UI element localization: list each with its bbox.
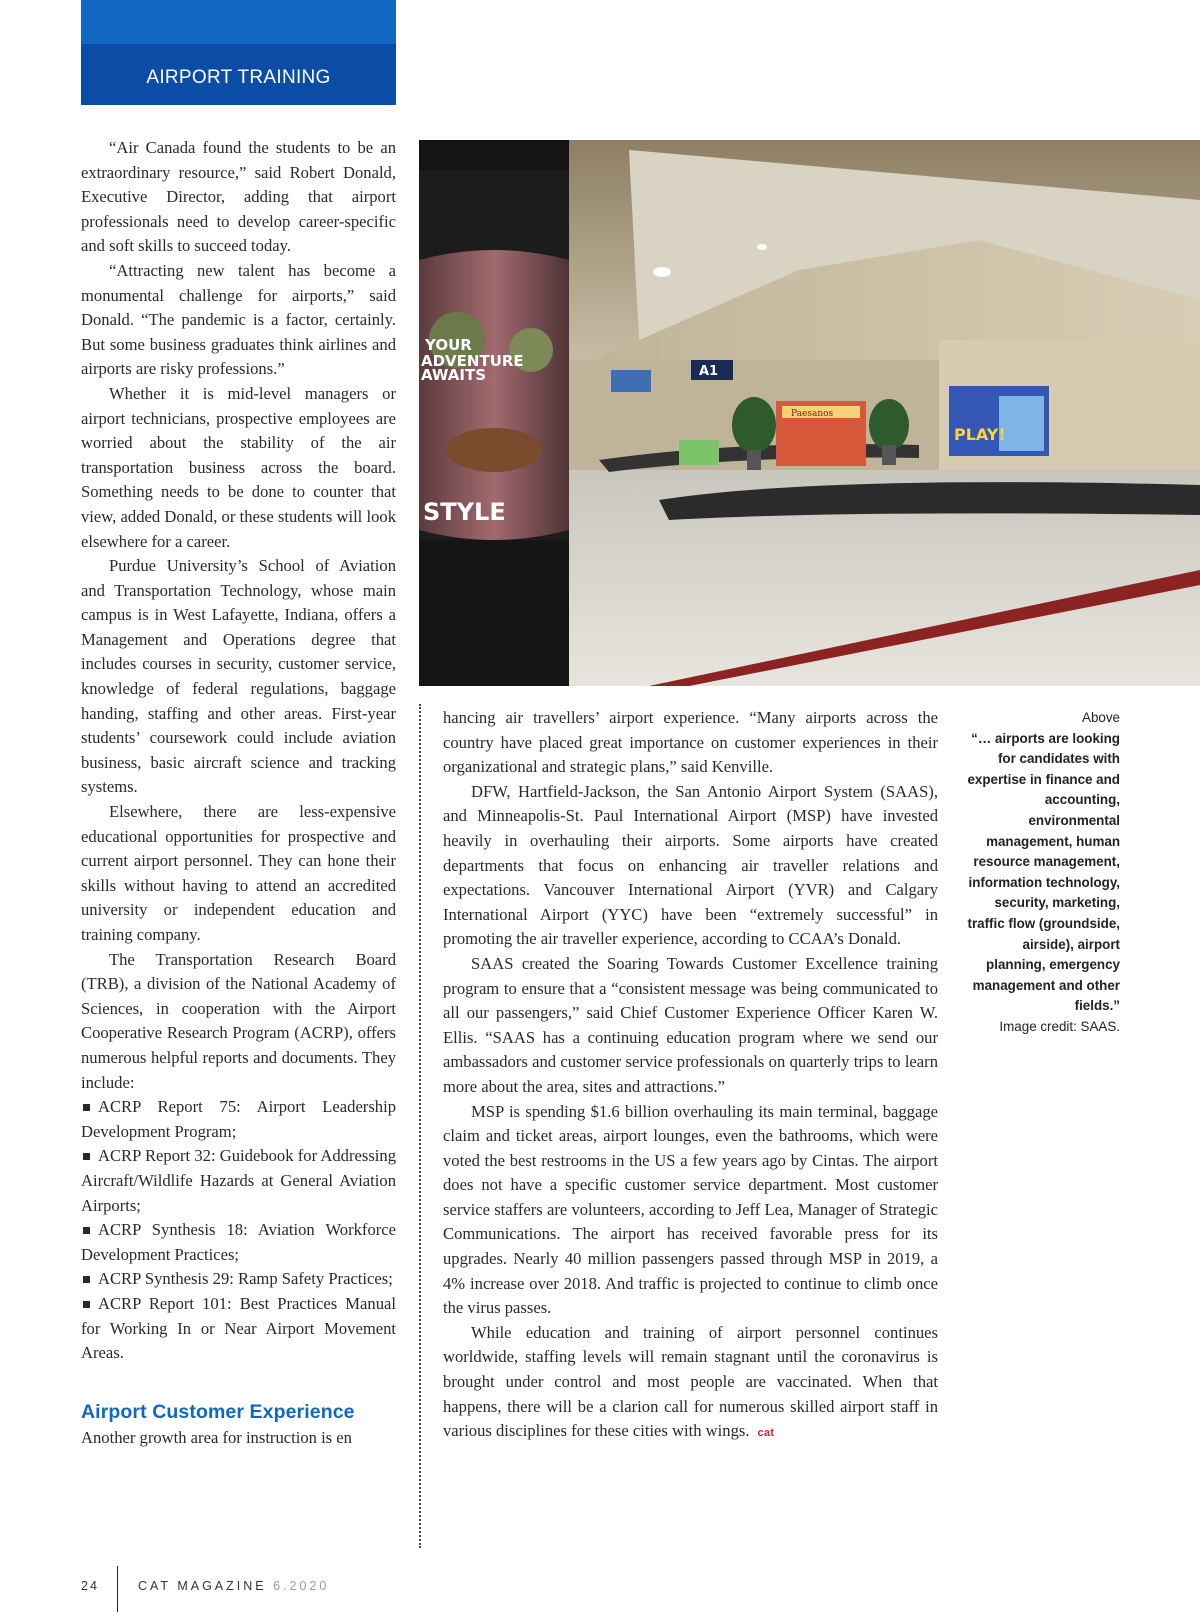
section-header-band <box>81 44 396 105</box>
svg-text:STYLE: STYLE <box>423 498 506 526</box>
svg-text:ADVENTURE: ADVENTURE <box>421 352 524 370</box>
bullet-square-icon <box>83 1153 90 1160</box>
paragraph: The Transportation Research Board (TRB), a division of the National Academy of Sciences, in cooperation with the Airport Cooperative Research Program (ACRP), offers numerous helpful reports and documents. They include: <box>81 949 396 1092</box>
page-footer <box>81 1566 481 1612</box>
paragraph: SAAS created the Soaring Towards Customer Excellence training program to ensure that a “consistent message was being communicated to all our passengers,” said Chief Customer Experience Officer Karen W. Ellis. “SAAS has a continuing education program where we send our ambassadors and customer service professionals on quarterly trips to learn more about the area, sites and attractions.” <box>443 953 938 1096</box>
bullet-square-icon <box>83 1276 90 1283</box>
svg-text:Paesanos: Paesanos <box>791 409 834 419</box>
middle-column <box>443 706 938 1446</box>
cat-end-mark: cat <box>757 1427 775 1440</box>
paragraph: hancing air travellers’ airport experience. “Many airports across the country have placed great importance on customer experiences in their organizational and strategic plans,” said Kenville. <box>443 708 938 777</box>
svg-text:YOUR: YOUR <box>425 336 472 354</box>
left-column <box>81 136 396 1451</box>
paragraph: Another growth area for instruction is en <box>81 1428 352 1448</box>
column-divider <box>419 704 421 1548</box>
paragraph: While education and training of airport personnel continues worldwide, staffing levels will remain stagnant until the coronavirus is brought under control and most people are vaccinated. When that happens, there will be a clarion call for numerous skilled airport staff in various disciplines for these cities with wings. cat <box>443 1322 938 1441</box>
photo-caption <box>960 708 1120 1038</box>
page-number: 24 <box>81 1579 99 1593</box>
caption-credit: Image credit: SAAS. <box>999 1018 1120 1034</box>
paragraph: “Attracting new talent has become a monumental challenge for airports,” said Donald. “The pandemic is a factor, certainly. But some business graduates think airlines and airports are risky professions.” <box>81 260 396 379</box>
list-item: ACRP Synthesis 29: Ramp Safety Practices; <box>81 1267 396 1292</box>
caption-label: Above <box>1082 710 1120 725</box>
paragraph: “Air Canada found the students to be an extraordinary resource,” said Robert Donald, Executive Director, adding that airport professionals need to develop career-specific and soft skills to succeed today. <box>81 138 396 256</box>
svg-text:PLAY!: PLAY! <box>954 425 1006 444</box>
list-item: ACRP Report 101: Best Practices Manual for Working In or Near Airport Movement Areas. <box>81 1293 396 1363</box>
bullet-square-icon <box>83 1104 90 1111</box>
footer-divider <box>117 1566 118 1612</box>
list-item: ACRP Report 32: Guidebook for Addressing Aircraft/Wildlife Hazards at General Aviation Airports; <box>81 1146 396 1215</box>
caption-quote: “… airports are looking for candidates with expertise in finance and accounting, environmental management, human resource management, information technology, security, marketing, traffic flow (groundside, airside), airport planning, emergency management and other fields.” <box>967 730 1120 1014</box>
baggage-claim-photo <box>419 140 1200 686</box>
section-header-tab <box>81 0 396 105</box>
magazine-title: CAT MAGAZINE 6.2020 <box>138 1579 330 1593</box>
bullet-square-icon <box>83 1301 90 1308</box>
svg-text:AWAITS: AWAITS <box>421 366 487 384</box>
report-list <box>81 1095 396 1366</box>
list-item: ACRP Report 75: Airport Leadership Development Program; <box>81 1097 396 1141</box>
section-subhead: Airport Customer Experience <box>81 1400 355 1423</box>
bullet-square-icon <box>83 1227 90 1234</box>
section-label: AIRPORT TRAINING <box>146 66 331 88</box>
paragraph: DFW, Hartfield-Jackson, the San Antonio Airport System (SAAS), and Minneapolis-St. Paul International Airport (MSP) have invested heavily in overhauling their airports. Some airports have created departments that focus on enhancing air traveller relations and expectations. Vancouver International Airport (YVR) and Calgary International Airport (YYC) have been “extremely successful” in promoting the air traveller experience, according to CCAA’s Donald. <box>443 781 938 949</box>
issue-date: 6.2020 <box>273 1579 330 1593</box>
paragraph: MSP is spending $1.6 billion overhauling its main terminal, baggage claim and ticket areas, airport lounges, even the bathrooms, which were voted the best restrooms in the US a few years ago by Cintas. The airport does not have a specific customer service department. Most customer service staffers are volunteers, according to Jeff Lea, Manager of Strategic Communications. The airport has received favorable press for its upgrades. Nearly 40 million passengers passed through MSP in 2019, a 4% increase over 2018. And traffic is projected to continue to climb once the virus passes. <box>443 1101 938 1318</box>
svg-text:A1: A1 <box>699 364 719 379</box>
paragraph: Whether it is mid-level managers or airport technicians, prospective employees are worried about the stability of the air transportation business across the board. Something needs to be done to counter that view, added Donald, or these students will look elsewhere for a career. <box>81 383 396 551</box>
photo-illustration <box>419 140 1200 686</box>
paragraph: Purdue University’s School of Aviation and Transportation Technology, whose main campus is in West Lafayette, Indiana, offers a Management and Operations degree that includes courses in security, customer service, knowledge of federal regulations, baggage handing, staffing and other areas. First-year students’ coursework could include aviation business, basic aircraft science and tracking systems. <box>81 556 396 797</box>
list-item: ACRP Synthesis 18: Aviation Workforce Development Practices; <box>81 1220 396 1264</box>
paragraph: Elsewhere, there are less-expensive educational opportunities for prospective and current airport personnel. They can hone their skills without having to attend an accredited university or independent education and training company. <box>81 802 396 944</box>
